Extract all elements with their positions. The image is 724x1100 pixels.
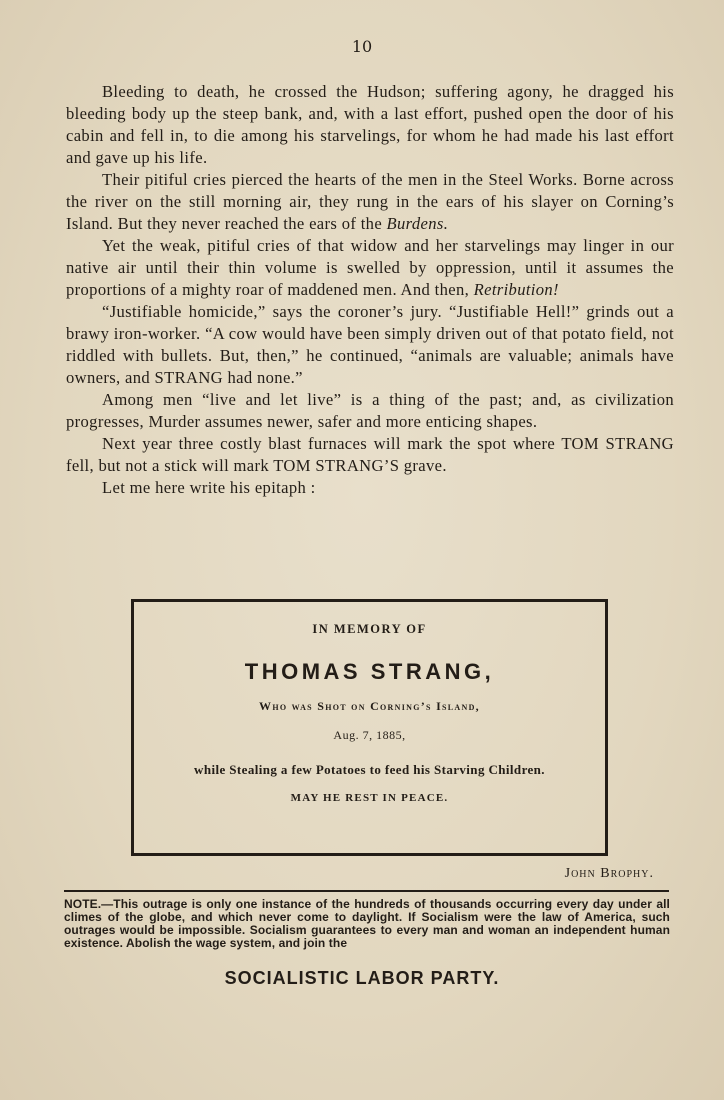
author-signature: John Brophy. <box>564 866 654 881</box>
epitaph-shot-line: Who was Shot on Corning’s Island, <box>259 699 480 713</box>
epitaph-heading: IN MEMORY OF <box>312 622 427 636</box>
page-number: 10 <box>351 37 373 56</box>
paragraph-3-text: Yet the weak, pitiful cries of that widow and her starvelings may linger in our native air until their thin volume is swelled by oppression, until it assumes the proportions of a mighty roar of maddened men. And then, <box>66 236 674 299</box>
paragraph-6: Next year three costly blast furnaces will mark the spot where TOM STRANG fell, but not a stick will mark TOM STRANG’S grave. <box>66 434 674 475</box>
epitaph-box <box>131 599 608 856</box>
footnote: NOTE.—This outrage is only one instance of the hundreds of thousands occurring every day under all climes of the globe, and which never come to daylight. If Socialism were the law of America, such outrages would be impossible. Socialism guarantees to every man and woman an independent human existence. Abolish the wage system, and join the <box>64 897 670 950</box>
paragraph-5: Among men “live and let live” is a thing of the past; and, as civilization progresses, Murder assumes newer, safer and more enticing shapes. <box>66 390 674 431</box>
epitaph-stealing-line: while Stealing a few Potatoes to feed his Starving Children. <box>194 762 545 777</box>
paragraph-7: Let me here write his epitaph : <box>102 478 316 497</box>
epitaph-name: THOMAS STRANG, <box>244 659 495 684</box>
paragraph-4: “Justifiable homicide,” says the coroner’s jury. “Justifiable Hell!” grinds out a brawy iron-worker. “A cow would have been simply driven out of that potato field, not riddled with bullets. But, then,” he continued, “animals are valuable; animals have owners, and STRANG had none.” <box>66 302 674 387</box>
epitaph-date: Aug. 7, 1885, <box>333 728 406 742</box>
paragraph-2-emphasis: Burdens. <box>386 214 449 233</box>
paragraph-2-text: Their pitiful cries pierced the hearts of the men in the Steel Works. Borne across the river on the still morning air, they rung in the ears of his slayer on Corning’s Island. But they never reached the ears of the <box>66 170 674 233</box>
paragraph-3-emphasis: Retribution! <box>473 280 559 299</box>
epitaph-rest-in-peace: MAY HE REST IN PEACE. <box>290 792 449 804</box>
body-text <box>66 81 674 499</box>
paragraph-3 <box>66 235 674 301</box>
paragraph-1: Bleeding to death, he crossed the Hudson; suffering agony, he dragged his bleeding body up the steep bank, and, with a last effort, pushed open the door of his cabin and fell in, to die among his starvelings, for whom he had made his last effort and gave up his life. <box>66 82 674 167</box>
divider-rule <box>64 890 669 892</box>
party-name: SOCIALISTIC LABOR PARTY. <box>224 968 500 988</box>
paragraph-2 <box>66 169 674 235</box>
